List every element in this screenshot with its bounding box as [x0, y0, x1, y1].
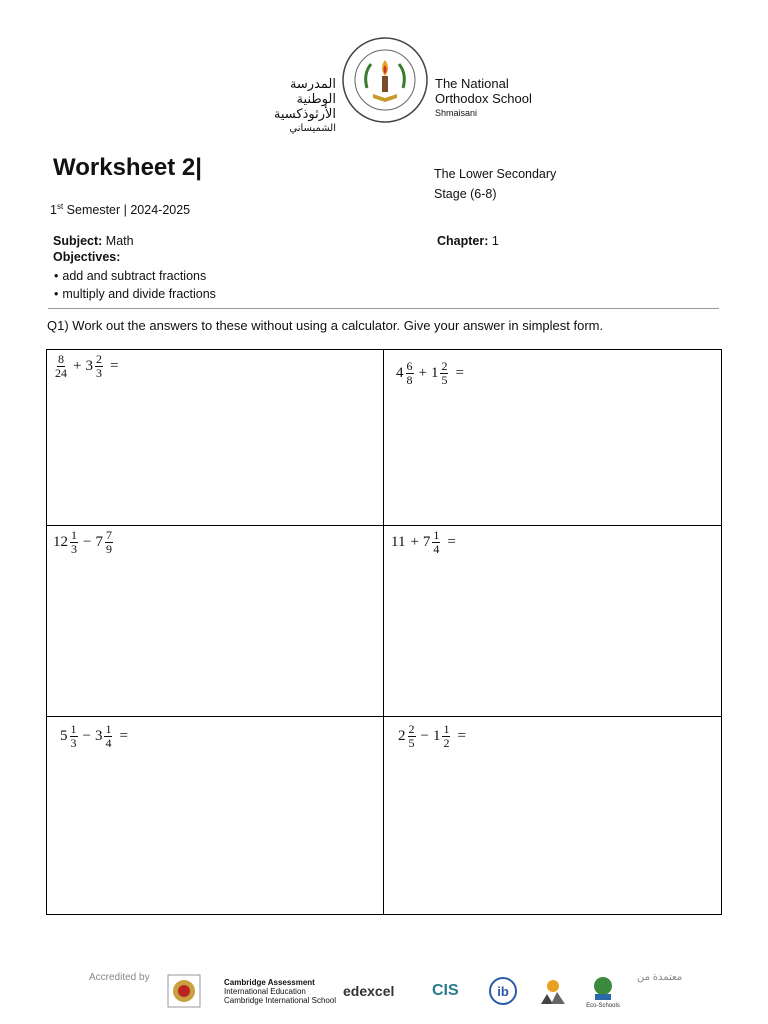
school-name-english: [435, 76, 532, 121]
fraction: [406, 360, 414, 387]
equals-sign: =: [457, 728, 466, 744]
numerator: 1: [105, 722, 112, 736]
fraction: [442, 723, 450, 750]
fraction: [70, 529, 78, 556]
objective-item: • multiply and divide fractions: [54, 285, 216, 303]
answer-grid: [46, 349, 722, 915]
school-name-arabic-line3: الشميساني: [289, 123, 336, 134]
equals-sign: =: [447, 534, 456, 550]
operator: −: [82, 728, 91, 744]
answer-cell[interactable]: [384, 526, 721, 717]
whole-number: 4: [396, 365, 404, 381]
accredited-by-arabic: معتمدة من: [637, 972, 683, 983]
stage-line2: Stage (6-8): [434, 187, 497, 201]
chapter-value: 1: [488, 234, 499, 248]
equals-sign: =: [455, 365, 464, 381]
cambridge-line2: International Education: [224, 986, 306, 996]
denominator: 5: [441, 373, 448, 387]
denominator: 4: [105, 736, 112, 750]
subject-value: Math: [102, 234, 134, 248]
fraction: [104, 723, 112, 750]
whole-number: 1: [432, 728, 441, 744]
whole-number: 2: [398, 728, 406, 744]
subject-label: Subject:: [53, 234, 103, 248]
denominator: 3: [70, 736, 77, 750]
objectives-list: [54, 267, 216, 303]
school-seal-logo: [341, 36, 429, 124]
chapter-line: [437, 234, 499, 248]
problem-expression: [53, 353, 118, 380]
whole-number: 11: [391, 534, 406, 550]
accredited-by-label: Accredited by: [89, 972, 150, 983]
numerator: 1: [71, 528, 77, 542]
objective-item: • add and subtract fractions: [54, 267, 216, 285]
numerator: 1: [70, 722, 77, 736]
whole-number: 12: [53, 534, 68, 550]
denominator: 24: [55, 366, 67, 380]
answer-cell[interactable]: [384, 717, 721, 914]
cambridge-line1: Cambridge Assessment: [224, 977, 315, 987]
operator: −: [83, 534, 92, 550]
fraction: [432, 529, 440, 556]
stage-info: [434, 164, 556, 204]
semester-number: 1: [50, 203, 57, 218]
ib-logo-text: ib: [497, 984, 509, 999]
whole-number: 7: [422, 534, 431, 550]
problem-expression: [396, 360, 464, 387]
denominator: 2: [443, 736, 450, 750]
eco-schools-icon: [585, 974, 621, 1008]
school-branch: Shmaisani: [435, 108, 478, 118]
question-text: Q1) Work out the answers to these without using a calculator. Give your answer in simplest form.: [47, 318, 604, 333]
equals-sign: =: [119, 728, 128, 744]
eco-schools-label: Eco-Schools: [586, 1003, 620, 1008]
ib-logo: [488, 974, 518, 1008]
cis-logo: CIS: [432, 982, 459, 999]
numerator: 6: [406, 359, 413, 373]
fraction: [54, 353, 68, 380]
school-name-english-line1: The National: [435, 76, 509, 91]
fraction: [70, 723, 78, 750]
fraction: [440, 360, 448, 387]
chapter-label: Chapter:: [437, 234, 489, 248]
denominator: 3: [71, 542, 77, 556]
denominator: 4: [433, 542, 440, 556]
answer-cell[interactable]: [47, 526, 384, 717]
semester-text: Semester | 2024-2025: [63, 203, 191, 218]
denominator: 3: [95, 366, 102, 380]
semester-line: [50, 202, 190, 217]
denominator: 9: [105, 542, 112, 556]
jordan-crest-logo: [167, 974, 201, 1008]
subject-line: [53, 234, 134, 248]
numerator: 8: [58, 352, 64, 366]
operator: +: [410, 534, 419, 550]
answer-cell[interactable]: [47, 717, 384, 914]
problem-expression: [53, 529, 114, 556]
answer-cell[interactable]: [384, 350, 721, 526]
divider: [48, 308, 719, 309]
whole-number: 3: [85, 358, 93, 374]
objectives-label: Objectives:: [53, 250, 121, 264]
school-name-arabic-line1: المدرسة: [289, 76, 336, 91]
numerator: 2: [95, 352, 102, 366]
fraction: [408, 723, 416, 750]
denominator: 8: [406, 373, 413, 387]
edexcel-logo: edexcel: [343, 983, 395, 999]
whole-number: 1: [430, 365, 439, 381]
numerator: 1: [433, 528, 440, 542]
cambridge-logo: [224, 974, 336, 1008]
stage-line1: The Lower Secondary: [434, 167, 557, 181]
denominator: 5: [408, 736, 415, 750]
answer-cell[interactable]: [47, 350, 384, 526]
school-name-arabic-line2: الوطنية الأرثوذكسية: [273, 91, 336, 121]
numerator: 7: [105, 528, 112, 542]
equals-sign: =: [109, 358, 119, 374]
numerator: 2: [441, 359, 448, 373]
problem-expression: [398, 723, 466, 750]
whole-number: 5: [60, 728, 68, 744]
eco-schools-logo: [585, 974, 621, 1008]
fraction: [95, 353, 103, 380]
school-name-english-line2: Orthodox School: [435, 91, 532, 106]
operator: +: [73, 358, 82, 374]
worksheet-title: Worksheet 2|: [53, 154, 202, 181]
numerator: 2: [408, 722, 415, 736]
semester-ordinal: st: [56, 202, 64, 211]
cambridge-line3: Cambridge International School: [224, 995, 337, 1005]
whole-number: 7: [95, 534, 103, 550]
problem-expression: [391, 529, 456, 556]
sun-schools-logo: [535, 974, 571, 1008]
school-name-arabic: [232, 76, 336, 136]
numerator: 1: [443, 722, 450, 736]
problem-expression: [60, 723, 128, 750]
fraction: [105, 529, 113, 556]
operator: −: [420, 728, 429, 744]
whole-number: 3: [94, 728, 103, 744]
operator: +: [418, 365, 427, 381]
